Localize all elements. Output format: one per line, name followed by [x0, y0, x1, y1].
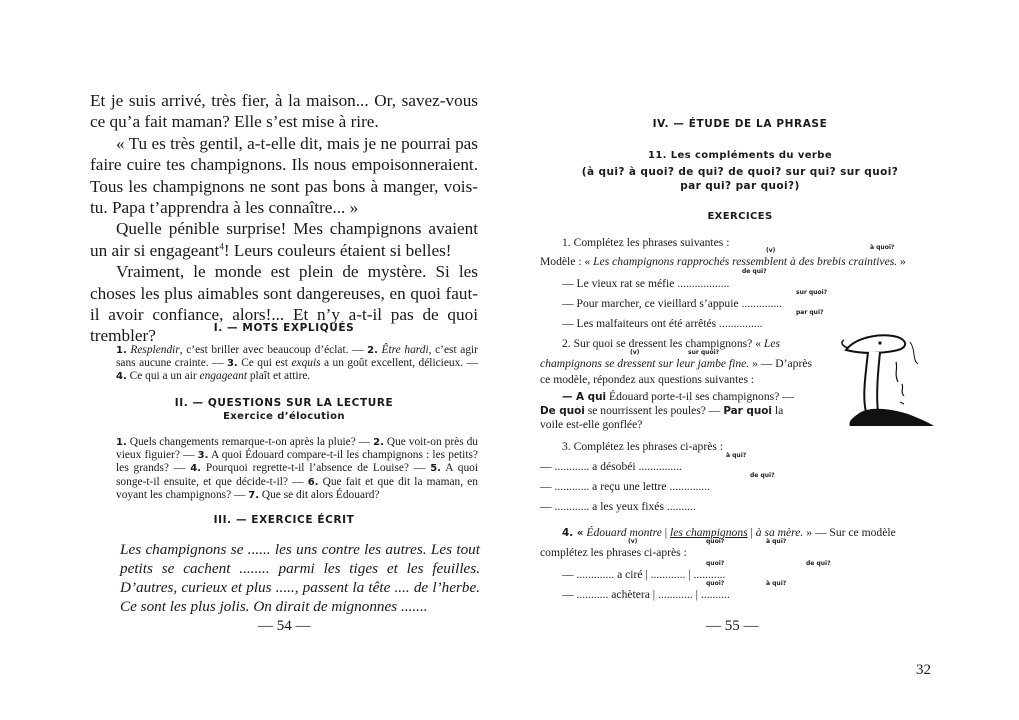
item-number: 3.	[197, 450, 209, 462]
grammar-label: à qui?	[766, 580, 787, 587]
story-paragraph: Et je suis arrivé, très fier, à la maison... Or, savez-vous ce qu’a fait maman? Elle s’est mise à rire.	[90, 91, 478, 132]
model-sentence	[540, 357, 812, 370]
exercise-line: ce modèle, répondez aux questions suivantes :	[540, 373, 755, 386]
model-text: les champignons	[670, 526, 748, 539]
story-paragraph: Vraiment, le monde est plein de mystère. Si les choses les plus aimables sont dangereuses, en quoi faut-il avoir confiance, alors!... Et n’y a-t-il pas de quoi trembler?	[90, 262, 478, 346]
question-text: Édouard porte-t-il ses champignons? —	[608, 390, 794, 403]
question-text: se nourrissent les poules? —	[587, 404, 721, 417]
question-text: Que se dit alors Édouard?	[261, 488, 380, 501]
exercise-line: — ............. a ciré | ............ | ...........	[562, 568, 726, 581]
question-word: Par quoi	[723, 405, 772, 417]
item-number: 4.	[116, 371, 127, 383]
grammar-label: (v)	[766, 247, 776, 254]
exercise-title: 3. Complétez les phrases ci-après :	[562, 440, 723, 453]
exercise-title	[562, 337, 780, 350]
model-text: à sa mère.	[755, 526, 804, 539]
exercise-line	[540, 404, 783, 418]
model-text: Les champignons rapprochés ressemblent à des brebis craintives.	[593, 255, 898, 268]
question-word: De quoi	[540, 405, 585, 417]
grammar-label: de qui?	[750, 472, 775, 479]
exercise-title: 1. Complétez les phrases suivantes :	[562, 236, 730, 249]
item-number: 4.	[190, 463, 201, 475]
word-explanations	[116, 344, 478, 384]
item-number: 2.	[367, 345, 378, 356]
folio-number: 32	[916, 662, 931, 678]
grammar-label: quoi?	[706, 560, 725, 567]
footnote-mark: 4	[219, 241, 224, 252]
word-term: engageant	[199, 370, 247, 383]
word-term: exquis	[291, 357, 321, 370]
model-end: » — Sur ce modèle	[806, 526, 896, 539]
left-page	[0, 0, 509, 720]
story-text: ! Leurs couleurs étaient si belles!	[223, 240, 452, 260]
exercise-line: voile est-elle gonflée?	[540, 418, 643, 431]
word-definition: plaît et attire.	[249, 370, 311, 383]
word-term: Être hardi	[381, 344, 429, 356]
story-text: Quelle pénible surprise! Mes champignons avaient un air si engageant	[90, 219, 478, 260]
word-term: Resplendir	[130, 344, 180, 356]
model-label: Modèle : «	[540, 255, 591, 268]
grammar-label: à quoi?	[870, 244, 895, 251]
story-paragraph: « Tu es très gentil, a-t-elle dit, mais je ne pourrai pas faire cuire tes champignons. Ils nous empoisonneraient. Tous les champignons ne sont pas bons à manger, vois-tu. Papa t’apprendra à les connaître... »	[90, 133, 478, 218]
page-number: — 55 —	[706, 618, 759, 634]
question-words: par qui? par quoi?)	[680, 180, 800, 192]
word-definition: Ce qui a un air	[129, 370, 197, 383]
grammar-label: (v)	[628, 538, 638, 545]
question-text: A quoi songe-t-il ensuite, et que décide-t-il? —	[116, 462, 479, 488]
exercises-heading: EXERCICES	[707, 211, 773, 222]
question-words: (à qui? à quoi? de qui? de quoi? sur qui? sur quoi?	[581, 166, 899, 178]
exercise-line: — ............ a désobéi ...............	[540, 460, 683, 473]
grammar-label: sur quoi?	[688, 349, 720, 356]
right-page	[510, 0, 1019, 720]
grammar-label: sur quoi?	[796, 289, 828, 296]
story-paragraph	[90, 218, 478, 261]
item-number: 1.	[116, 437, 127, 448]
exercise-line: — Pour marcher, ce vieillard s’appuie ..............	[562, 297, 783, 310]
word-definition: , c’est agir sans aucune crainte. —	[116, 344, 478, 370]
exercise-line: — Le vieux rat se méfie ..................	[562, 277, 730, 290]
section-heading: II. — QUESTIONS SUR LA LECTURE	[174, 397, 394, 409]
reading-questions	[116, 436, 478, 502]
exercise-line: complétez les phrases ci-après :	[540, 546, 687, 559]
model-text: champignons se dressent sur leur jambe fine.	[540, 357, 750, 370]
model-end: » — D’après	[752, 357, 812, 370]
section-subheading: Exercice d’élocution	[223, 411, 345, 422]
exercise-line: — ........... achètera | ............ | ..........	[562, 588, 730, 601]
exercise-line: — ............ a reçu une lettre ..............	[540, 480, 710, 493]
question-text: Pourquoi regrette-t-il l’absence de Louise? —	[205, 462, 426, 475]
question-text: A quoi Édouard compare-t-il les champignons : les petits? les grands? —	[116, 449, 478, 475]
lesson-title: 11. Les compléments du verbe	[647, 150, 833, 161]
mushroom-illustration	[838, 330, 946, 430]
written-exercise: Les champignons se ...... les uns contre les autres. Les tout petits se cachent ........ parmi les tiges et les feuilles. D’autres, curieux et plus ....., passent la tête .... de l’herbe. Ce sont les plus jolis. On dirait de mignonnes .......	[120, 541, 480, 615]
question-text: Que voit-on près du vieux figuier? —	[116, 436, 478, 462]
page-number: — 54 —	[258, 618, 311, 634]
exercise-line	[562, 390, 794, 404]
exercise-title-text: 2. Sur quoi se dressent les champignons? «	[562, 337, 761, 350]
section-heading: I. — MOTS EXPLIQUÉS	[213, 322, 355, 334]
item-number: 1.	[116, 345, 127, 356]
model-end: »	[900, 255, 906, 268]
item-number: 3.	[226, 358, 238, 370]
model-sentence	[540, 255, 906, 268]
grammar-label: par qui?	[796, 309, 824, 316]
word-definition: , c’est briller avec beaucoup d’éclat. —	[179, 344, 364, 356]
item-number: 7.	[248, 489, 260, 501]
grammar-label: quoi?	[706, 538, 725, 545]
section-heading: IV. — ÉTUDE DE LA PHRASE	[652, 118, 828, 130]
grammar-label: de qui?	[806, 560, 831, 567]
model-text: Édouard montre	[586, 526, 662, 539]
model-text: Les	[763, 337, 781, 350]
section-heading: III. — EXERCICE ÉCRIT	[213, 514, 355, 526]
word-definition: Ce qui est	[241, 357, 288, 370]
reading-text	[90, 90, 478, 347]
grammar-label: à qui?	[726, 452, 747, 459]
exercise-line: — ............ a les yeux fixés ..........	[540, 500, 696, 513]
question-word: — A qui	[562, 391, 607, 403]
item-number: 5.	[430, 463, 441, 475]
question-text: Que fait et que dit la maman, en voyant les champignons? —	[116, 475, 478, 501]
question-text: la	[774, 404, 784, 417]
exercise-number: 4. «	[562, 527, 584, 539]
exercise-line: — Les malfaiteurs ont été arrêtés ...............	[562, 317, 763, 330]
question-text: Quels changements remarque-t-on après la pluie? —	[129, 436, 371, 448]
exercise-title: 4. « Édouard montre | les champignons | à sa mère. » — Sur ce modèle	[562, 526, 896, 539]
item-number: 2.	[373, 437, 384, 448]
grammar-label: de qui?	[742, 268, 767, 275]
grammar-label: (v)	[630, 349, 640, 356]
item-number: 6.	[307, 476, 319, 488]
grammar-label: quoi?	[706, 580, 725, 587]
grammar-label: à qui?	[766, 538, 787, 545]
word-definition: a un goût excellent, délicieux. —	[324, 357, 478, 370]
